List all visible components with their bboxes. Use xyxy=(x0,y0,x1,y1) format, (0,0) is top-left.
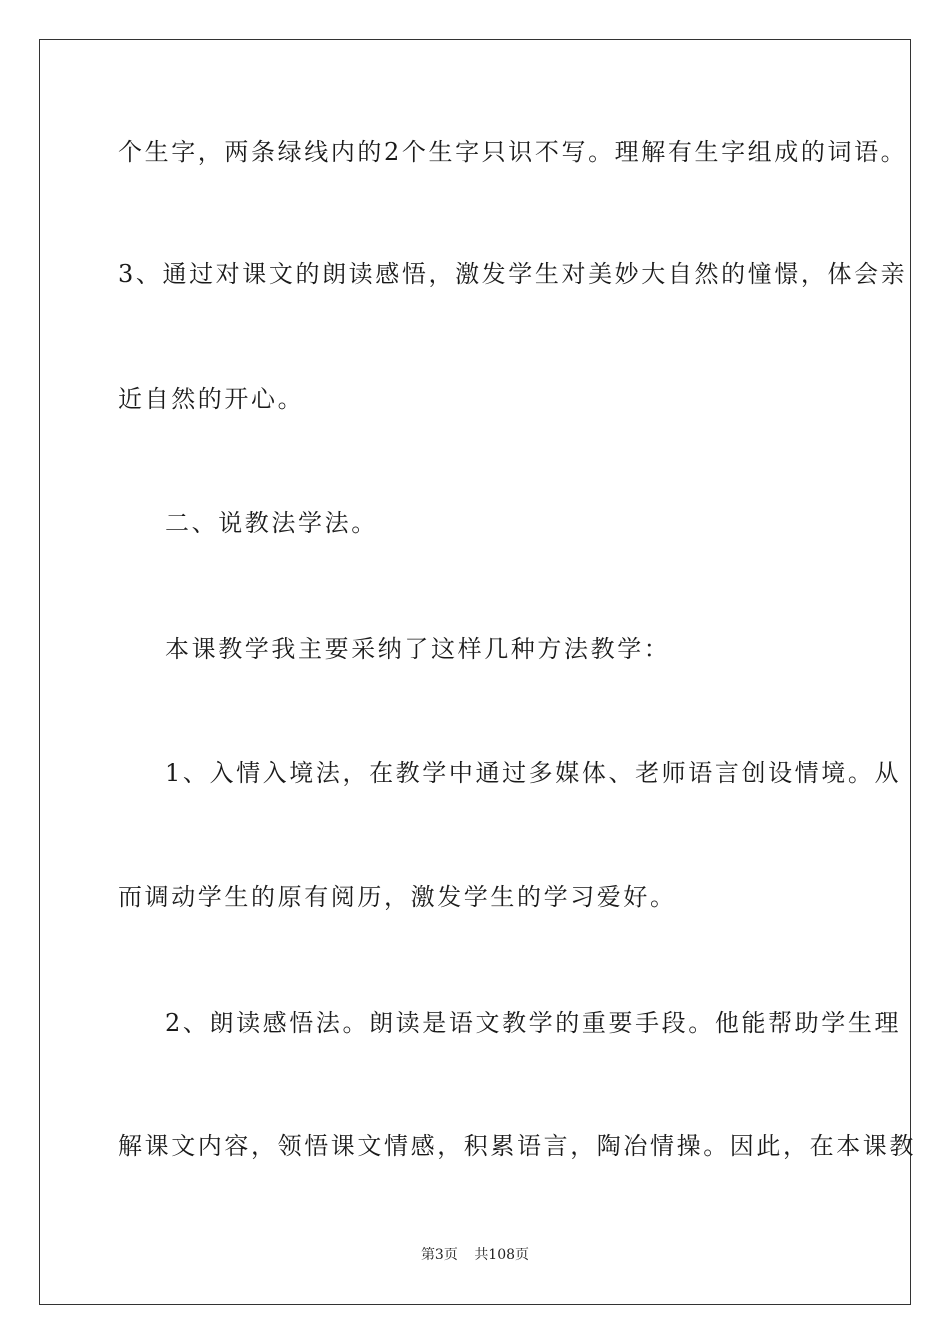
text-line: 2、朗读感悟法。朗读是语文教学的重要手段。他能帮助学生理 xyxy=(165,1009,902,1037)
section-heading: 二、说教法学法。 xyxy=(165,509,378,537)
page-footer xyxy=(0,1245,950,1265)
text-line: 解课文内容，领悟课文情感，积累语言，陶冶情操。因此，在本课教 xyxy=(118,1132,916,1160)
text-line: 近自然的开心。 xyxy=(118,385,305,413)
text-line: 个生字，两条绿线内的2个生字只识不写。理解有生字组成的词语。 xyxy=(118,138,908,166)
text-line: 1、入情入境法，在教学中通过多媒体、老师语言创设情境。从 xyxy=(165,759,902,787)
text-line: 而调动学生的原有阅历，激发学生的学习爱好。 xyxy=(118,883,677,911)
page-border xyxy=(39,39,911,1305)
text-line: 本课教学我主要采纳了这样几种方法教学： xyxy=(165,635,671,663)
page-number: 第3页 xyxy=(420,1247,458,1263)
text-line: 3、通过对课文的朗读感悟，激发学生对美妙大自然的憧憬，体会亲 xyxy=(118,260,908,288)
page-total: 共108页 xyxy=(474,1247,530,1263)
